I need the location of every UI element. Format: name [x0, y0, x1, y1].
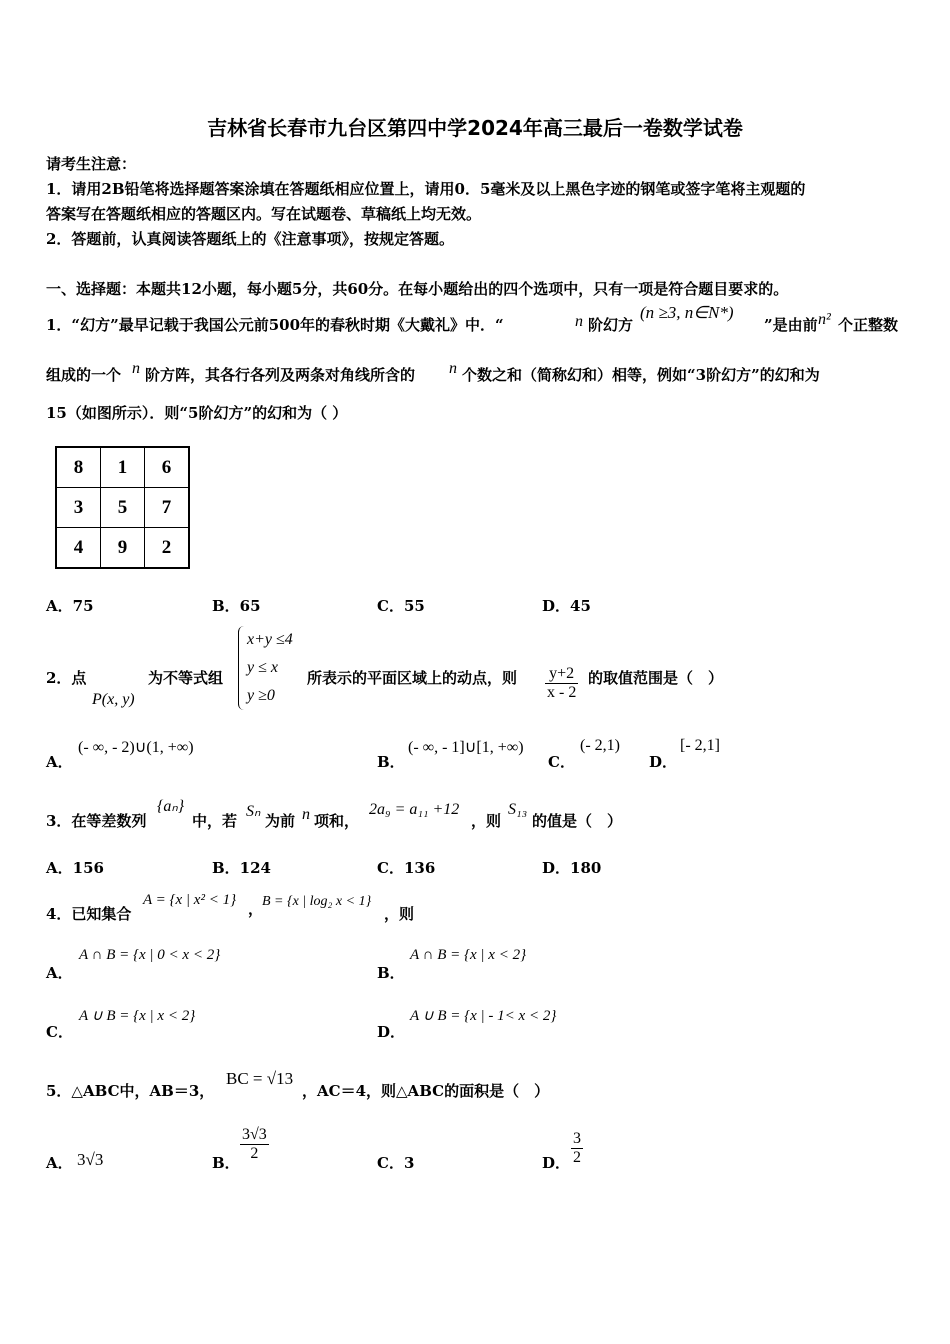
q2-option-a-label: A．	[46, 753, 73, 771]
q2-ineq-1: x+y ≤4	[247, 631, 293, 648]
q5-option-b-label: B．	[212, 1154, 240, 1172]
q5-option-d-num: 3	[573, 1130, 581, 1147]
magic-square	[55, 446, 190, 569]
q2-text-2: 为不等式组	[148, 669, 224, 687]
section-heading: 一、选择题：本题共12小题，每小题5分，共60分。在每小题给出的四个选项中，只有一项是符合题目要求的。	[46, 280, 789, 298]
q4-option-b-label: B．	[377, 964, 405, 982]
q2-option-a: (- ∞, - 2)∪(1, +∞)	[78, 739, 194, 756]
notice-line-1: 1．请用2B铅笔将选择题答案涂填在答题纸相应位置上，请用0．5毫米及以上黑色字迹的钢笔或签字笔将主观题的	[46, 180, 806, 198]
q5-option-c: C．3	[377, 1154, 415, 1172]
q5-text-1: 5．△ABC中，AB＝3，	[46, 1082, 215, 1100]
q3-text-6: 的值是（ ）	[532, 812, 623, 830]
q2-option-b-label: B．	[377, 753, 405, 771]
q1-n-2: n	[132, 360, 140, 377]
q1-n-3: n	[449, 360, 457, 377]
q1-line3: 15（如图所示）．则“5阶幻方”的幻和为（ ）	[46, 404, 348, 422]
q3-option-a: A．156	[46, 859, 104, 877]
q3-option-c: C．136	[377, 859, 436, 877]
q1-line2-b: 阶方阵，其各行各列及两条对角线所含的	[145, 366, 416, 384]
q4-comma: ，	[248, 900, 264, 918]
q5-text-2: ，AC＝4，则△ABC的面积是（ ）	[302, 1082, 550, 1100]
q3-sn: Sₙ	[246, 803, 261, 820]
q4-set-a: A = {x | x² < 1}	[143, 892, 237, 908]
q5-bc: BC = √13	[226, 1069, 294, 1088]
q4-option-c: A ∪ B = {x | x < 2}	[79, 1008, 196, 1024]
magic-cell: 3	[56, 488, 101, 528]
q2-text-4: 的取值范围是（ ）	[588, 669, 724, 687]
q3-text-2: 中，若	[192, 812, 238, 830]
q2-option-c-label: C．	[548, 753, 575, 771]
q3-option-b: B．124	[212, 859, 271, 877]
q3-s13: S₁₃	[508, 801, 528, 818]
q1-text-4: 个正整数	[838, 316, 899, 334]
q2-point: P(x, y)	[92, 691, 135, 708]
q4-text-2: ，则	[384, 905, 415, 923]
notice-line-2: 答案写在答题纸相应的答题区内。写在试题卷、草稿纸上均无效。	[46, 205, 482, 223]
q3-text-5: ，则	[471, 812, 502, 830]
q5-option-d-label: D．	[542, 1154, 571, 1172]
q2-fraction	[545, 665, 578, 702]
q2-frac-num: y+2	[545, 665, 578, 684]
q1-option-c: C．55	[377, 597, 425, 615]
q2-option-d: [- 2,1]	[680, 737, 720, 754]
q3-n: n	[302, 806, 310, 823]
q2-option-b: (- ∞, - 1]∪[1, +∞)	[408, 739, 524, 756]
q2-text-3: 所表示的平面区域上的动点，则	[307, 669, 518, 687]
q2-ineq-2: y ≤ x	[247, 659, 278, 676]
q3-sequence: {aₙ}	[157, 798, 185, 815]
q1-text-2: 阶幻方	[588, 316, 634, 334]
q2-text-1: 2．点	[46, 669, 87, 687]
notice-heading: 请考生注意：	[46, 155, 137, 173]
q4-option-a-label: A．	[46, 964, 73, 982]
q4-option-d-label: D．	[377, 1023, 406, 1041]
magic-cell: 1	[101, 447, 145, 488]
q1-option-d: D．45	[542, 597, 591, 615]
q1-line2-a: 组成的一个	[46, 366, 122, 384]
q4-set-b: B = {x | log₂ x < 1}	[262, 894, 372, 909]
q4-option-b: A ∩ B = {x | x < 2}	[410, 947, 527, 963]
q1-line2-c: 个数之和（简称幻和）相等，例如“3阶幻方”的幻和为	[462, 366, 820, 384]
page-title: 吉林省长春市九台区第四中学2024年高三最后一卷数学试卷	[207, 116, 743, 140]
magic-cell: 4	[56, 528, 101, 569]
q2-option-d-label: D．	[649, 753, 678, 771]
q2-option-c: (- 2,1)	[580, 737, 620, 754]
magic-cell: 6	[145, 447, 190, 488]
magic-cell: 8	[56, 447, 101, 488]
q2-ineq-3: y ≥0	[247, 687, 275, 704]
q1-text-1: 1．“幻方”最早记载于我国公元前500年的春秋时期《大戴礼》中．“	[46, 316, 504, 334]
q1-option-b: B．65	[212, 597, 261, 615]
q3-text-3: 为前	[265, 812, 296, 830]
q3-equation: 2a₉ = a₁₁ +12	[369, 801, 460, 818]
q4-text-1: 4．已知集合	[46, 905, 132, 923]
q1-condition: (n ≥3, n∈N*)	[640, 303, 734, 322]
q5-option-b-den: 2	[250, 1145, 259, 1162]
q1-n-squared: n²	[818, 311, 831, 328]
q5-option-b-fraction	[240, 1126, 269, 1163]
q1-option-a: A．75	[46, 597, 94, 615]
magic-cell: 5	[101, 488, 145, 528]
q4-option-d: A ∪ B = {x | - 1< x < 2}	[410, 1008, 557, 1024]
q5-option-a-label: A．	[46, 1154, 73, 1172]
magic-cell: 9	[101, 528, 145, 569]
magic-cell: 7	[145, 488, 190, 528]
q5-option-d-den: 2	[573, 1149, 581, 1166]
q4-option-a: A ∩ B = {x | 0 < x < 2}	[79, 947, 221, 963]
q3-text-1: 3．在等差数列	[46, 812, 147, 830]
q5-option-a: 3√3	[77, 1150, 104, 1169]
q1-text-3: ”是由前	[764, 316, 818, 334]
magic-cell: 2	[145, 528, 190, 569]
q2-inequality-system	[238, 626, 293, 710]
q1-n-1: n	[575, 313, 583, 330]
q4-option-c-label: C．	[46, 1023, 73, 1041]
q3-text-4: 项和，	[314, 812, 360, 830]
q5-option-d-fraction	[571, 1130, 583, 1167]
q2-frac-den: x - 2	[547, 684, 577, 701]
q3-option-d: D．180	[542, 859, 602, 877]
notice-line-3: 2．答题前，认真阅读答题纸上的《注意事项》，按规定答题。	[46, 230, 454, 248]
q5-option-b-num: 3√3	[242, 1126, 267, 1143]
